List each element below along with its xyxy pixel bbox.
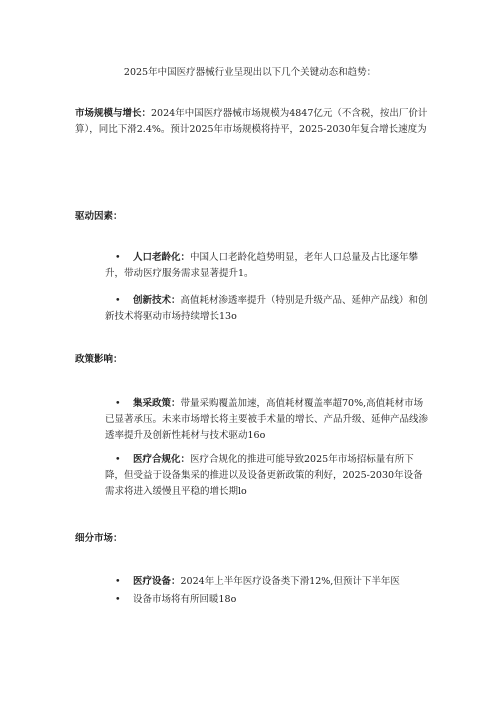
list-item	[105, 293, 431, 325]
list-item-text: 中国人口老龄化趋势明显，老年人口总量及占比逐年攀升，带动医疗服务需求显著提升1。	[105, 252, 419, 279]
list-item	[105, 250, 431, 282]
bullet-marker: •	[115, 398, 121, 409]
list-item-label: 集采政策：	[133, 398, 181, 409]
market-size-label: 市场规模与增长：	[75, 108, 152, 119]
document-title: 2025年中国医疗器械行业呈现出以下几个关键动态和趋势：	[123, 67, 377, 78]
list-item-text: 高值耗材渗透率提升（特别是升级产品、延伸产品线）和创新技术将驱动市场持续增长13o	[105, 295, 428, 322]
list-item-label: 医疗合规化：	[133, 454, 191, 465]
list-item	[105, 592, 431, 608]
list-item-text: 带量采购覆盖加速，高值耗材覆盖率超70%,高值耗材市场已显著承压。未来市场增长将主要被手术量的增长、产品升级、延伸产品线渗透率提升及创新性耗材与技术驱动16o	[105, 398, 429, 441]
section-heading-segments: 细分市场：	[75, 533, 123, 544]
list-item-text: 2024年上半年医疗设备类下滑12%,但预计下半年医	[180, 576, 400, 587]
bullet-marker: •	[115, 454, 121, 465]
list-item	[105, 574, 431, 590]
bullet-marker: •	[115, 295, 121, 306]
list-item-text: 设备市场将有所回暖18o	[133, 594, 237, 605]
list-item	[105, 396, 431, 444]
list-item	[105, 452, 431, 500]
section-heading-drivers: 驱动因素：	[75, 211, 123, 222]
bullet-marker: •	[115, 252, 121, 263]
bullet-marker: •	[115, 594, 121, 605]
market-size-text: 2024年中国医疗器械市场规模为4847亿元（不含税，按出厂价计算），同比下滑2.4%。预计2025年市场规模将持平，2025-2030年复合增长速度为	[75, 108, 428, 135]
list-item-label: 医疗设备：	[133, 576, 181, 587]
list-item-label: 创新技术：	[133, 295, 181, 306]
market-size-paragraph	[75, 106, 435, 138]
list-item-text: 医疗合规化的推进可能导致2025年市场招标量有所下降，但受益于设备集采的推进以及设备更新政策的利好，2025-2030年设备需求将进入缓慢且平稳的增长期lo	[105, 454, 423, 497]
bullet-marker: •	[115, 576, 121, 587]
section-heading-policy: 政策影响：	[75, 354, 123, 365]
list-item-label: 人口老龄化：	[133, 252, 191, 263]
